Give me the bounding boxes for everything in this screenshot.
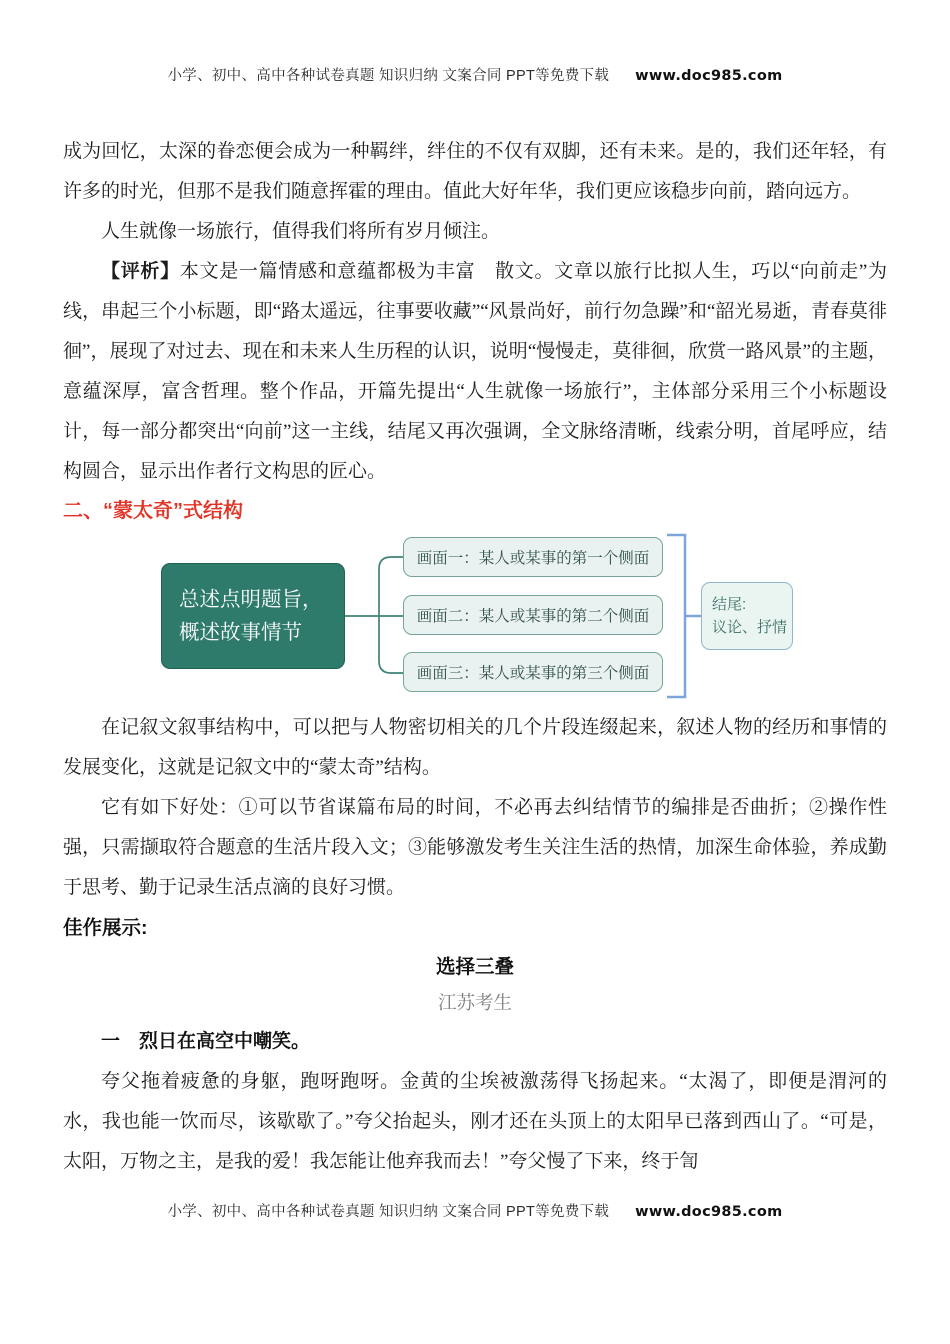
diagram-frame-3: 画面三：某人或某事的第三个侧面 — [403, 652, 663, 692]
review-text: 本文是一篇情感和意蕴都极为丰富 散文。文章以旅行比拟人生，巧以“向前走”为线，串起三个小标题，即“路太遥远，往事要收藏”“风景尚好，前行勿急躁”和“韶光易逝，青春莫徘徊”，展现了对过去、现在和未来人生历程的认识，说明“慢慢走，莫徘徊，欣赏一路风景”的主题，意蕴深厚，富含哲理。整个作品，开篇先提出“人生就像一场旅行”，主体部分采用三个小标题设计，每一部分都突出“向前”这一主线，结尾又再次强调，全文脉络清晰，线索分明，首尾呼应，结构圆合，显示出作者行文构思的匠心。 — [63, 261, 887, 482]
page-footer — [0, 1200, 950, 1221]
review-label: 【评析】 — [101, 261, 180, 282]
essay-author: 江苏考生 — [437, 994, 512, 1014]
montage-structure-diagram — [63, 530, 950, 702]
diagram-root-box — [161, 563, 345, 669]
diagram-ending-box — [701, 582, 793, 650]
footer-site-url[interactable]: www.doc985.com — [635, 1204, 783, 1220]
diagram-frame-1: 画面一：某人或某事的第一个侧面 — [403, 537, 663, 577]
essay-title: 选择三叠 — [435, 956, 514, 978]
bracket-shape — [667, 535, 701, 697]
root-box-line2: 概述故事情节 — [179, 621, 302, 644]
review-paragraph — [63, 252, 887, 492]
page-header — [0, 64, 950, 85]
paragraph-closing-line: 人生就像一场旅行，值得我们将所有岁月倾注。 — [101, 221, 501, 242]
root-box-line1: 总述点明题旨， — [179, 587, 323, 611]
diagram-frame-2: 画面二：某人或某事的第二个侧面 — [403, 595, 663, 635]
section-heading-montage: 二、“蒙太奇”式结构 — [63, 500, 243, 522]
ending-box-line2: 议论、抒情 — [712, 619, 788, 636]
essay-part1-heading: 一 烈日在高空中嘲笑。 — [101, 1031, 311, 1052]
paragraph-montage-definition: 在记叙文叙事结构中，可以把与人物密切相关的几个片段连缀起来，叙述人物的经历和事情的发展变化，这就是记叙文中的“蒙太奇”结构。 — [63, 717, 887, 778]
header-site-url[interactable]: www.doc985.com — [635, 68, 783, 84]
paragraph-montage-benefits: 它有如下好处：①可以节省谋篇布局的时间，不必再去纠结情节的编排是否曲折；②操作性强，只需撷取符合题意的生活片段入文；③能够激发考生关注生活的热情，加深生命体验，养成勤于思考、勤于记录生活点滴的良好习惯。 — [63, 797, 887, 898]
header-links-text: 小学、初中、高中各种试卷真题 知识归纳 文案合同 PPT等免费下载 — [167, 68, 610, 84]
document-body — [63, 132, 887, 1182]
footer-links-text: 小学、初中、高中各种试卷真题 知识归纳 文案合同 PPT等免费下载 — [167, 1204, 610, 1220]
showcase-heading: 佳作展示: — [63, 917, 148, 939]
ending-box-line1: 结尾: — [712, 595, 747, 613]
essay-part1-paragraph: 夸父拖着疲惫的身躯，跑呀跑呀。金黄的尘埃被激荡得飞扬起来。“太渴了，即便是渭河的水，我也能一饮而尽，该歇歇了。”夸父抬起头，刚才还在头顶上的太阳早已落到西山了。“可是，太阳，万物之主，是我的爱！我怎能让他弃我而去！”夸父慢了下来，终于訇 — [63, 1071, 887, 1172]
paragraph-continuation: 成为回忆，太深的眷恋便会成为一种羁绊，绊住的不仅有双脚，还有未来。是的，我们还年轻，有许多的时光，但那不是我们随意挥霍的理由。值此大好年华，我们更应该稳步向前，踏向远方。 — [63, 141, 887, 202]
